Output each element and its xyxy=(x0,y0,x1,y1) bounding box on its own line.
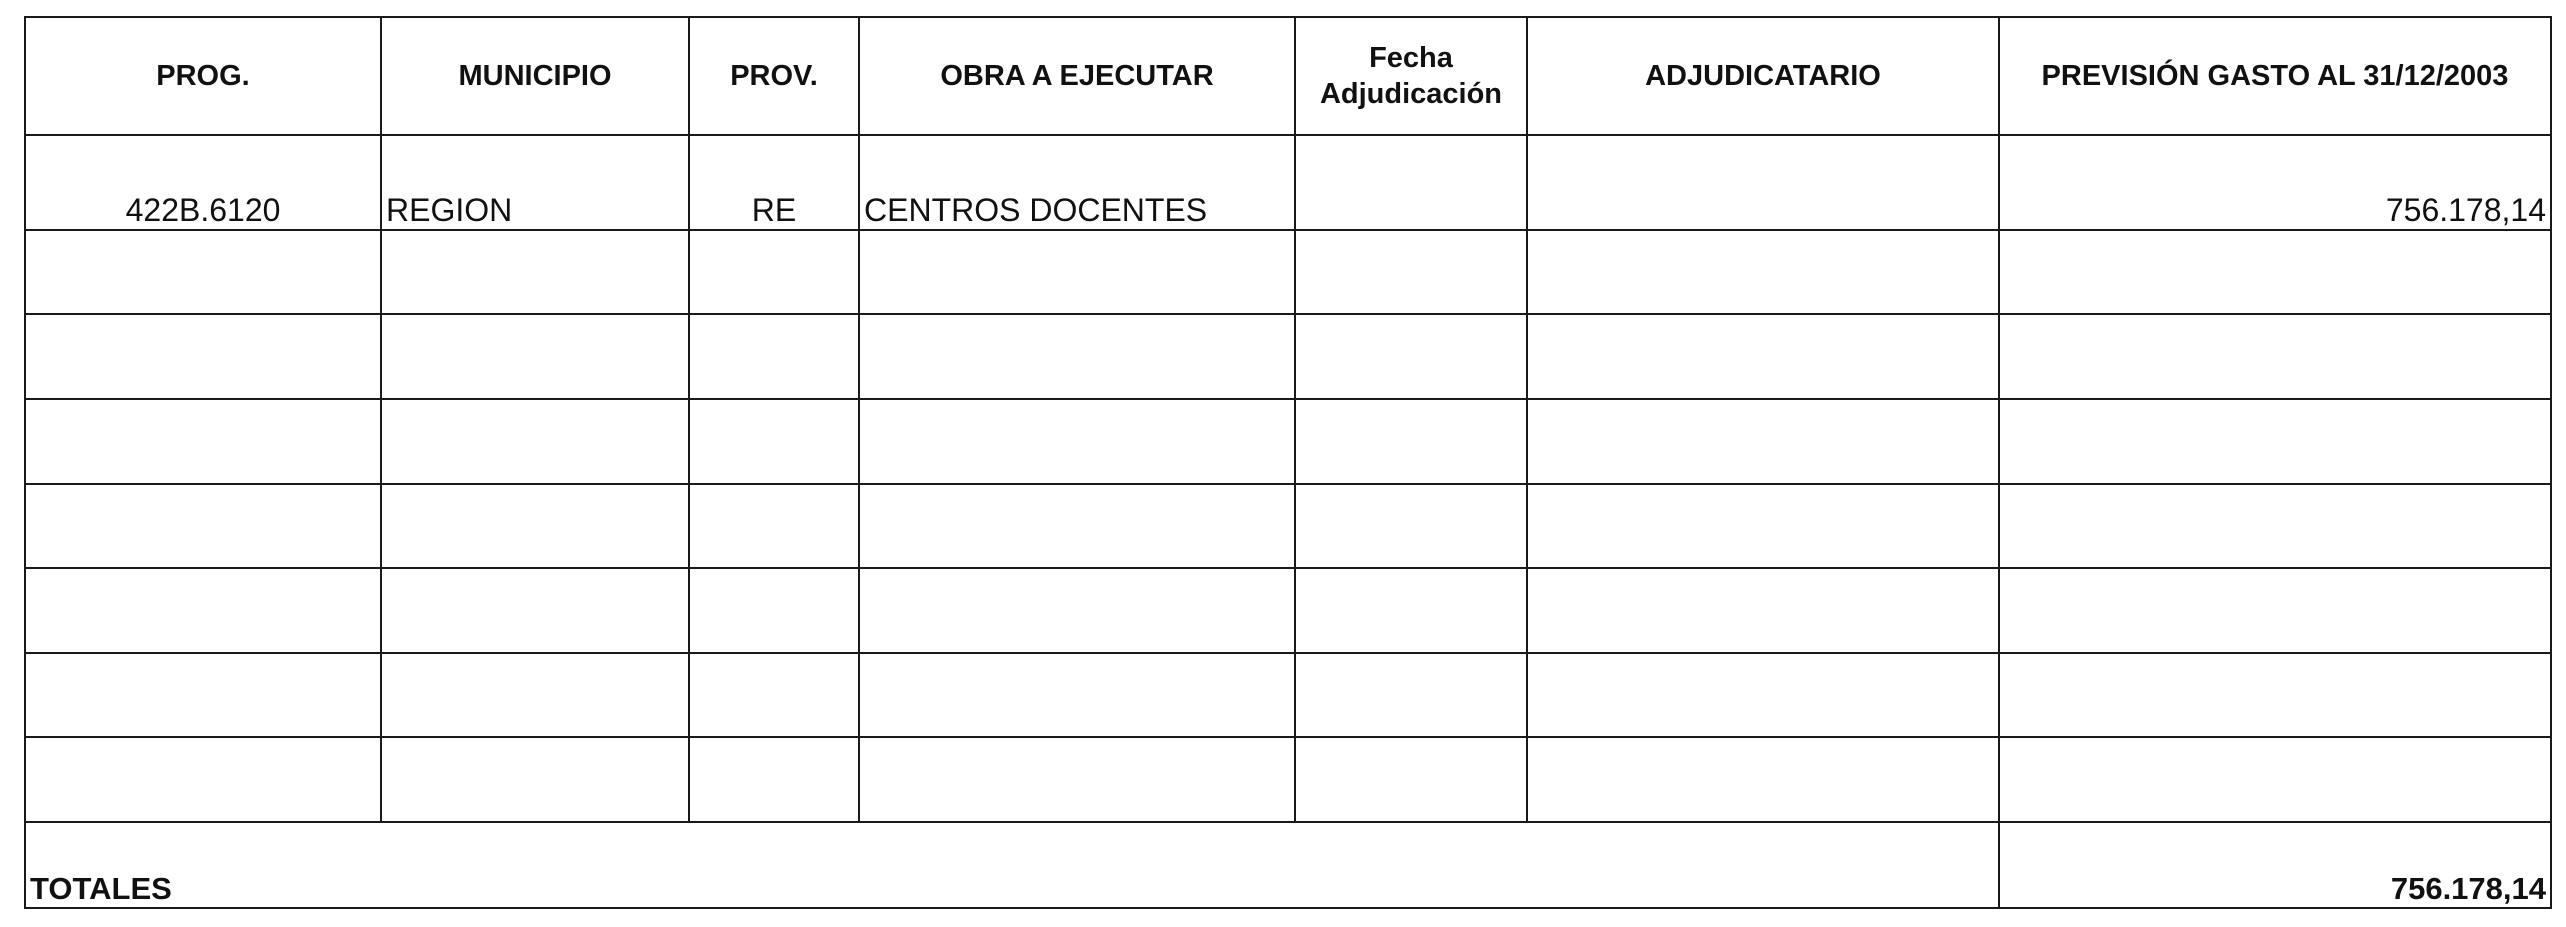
empty-cell xyxy=(381,399,689,484)
empty-cell xyxy=(381,314,689,399)
budget-sheet xyxy=(24,16,2550,909)
empty-cell xyxy=(689,230,859,315)
empty-row xyxy=(25,568,2551,653)
empty-cell xyxy=(859,568,1295,653)
empty-cell xyxy=(1527,484,1999,569)
empty-cell xyxy=(689,314,859,399)
empty-cell xyxy=(1295,568,1527,653)
empty-cell xyxy=(1527,230,1999,315)
empty-cell xyxy=(1295,737,1527,822)
empty-row xyxy=(25,653,2551,738)
works-table xyxy=(24,16,2552,909)
header-fecha-line1: Fecha xyxy=(1369,42,1453,74)
header-municipio: MUNICIPIO xyxy=(381,17,689,135)
empty-row xyxy=(25,484,2551,569)
empty-cell xyxy=(25,399,381,484)
empty-cell xyxy=(1999,653,2551,738)
empty-cell xyxy=(1295,653,1527,738)
empty-cell xyxy=(25,484,381,569)
header-prog: PROG. xyxy=(25,17,381,135)
header-fecha-line2: Adjudicación xyxy=(1319,78,1503,110)
totals-value: 756.178,14 xyxy=(1999,822,2551,908)
header-prevision: PREVISIÓN GASTO AL 31/12/2003 xyxy=(1999,17,2551,135)
empty-cell xyxy=(25,568,381,653)
header-adjudicatario: ADJUDICATARIO xyxy=(1527,17,1999,135)
table-header xyxy=(25,17,2551,135)
empty-cell xyxy=(689,568,859,653)
empty-row xyxy=(25,399,2551,484)
table-row xyxy=(25,135,2551,230)
empty-cell xyxy=(25,230,381,315)
cell-obra: CENTROS DOCENTES xyxy=(859,135,1295,230)
empty-cell xyxy=(381,230,689,315)
header-obra: OBRA A EJECUTAR xyxy=(859,17,1295,135)
empty-cell xyxy=(1295,314,1527,399)
empty-cell xyxy=(859,314,1295,399)
empty-cell xyxy=(381,568,689,653)
cell-prevision: 756.178,14 xyxy=(1999,135,2551,230)
empty-cell xyxy=(1999,568,2551,653)
empty-cell xyxy=(1527,314,1999,399)
table-footer xyxy=(25,822,2551,908)
empty-cell xyxy=(859,230,1295,315)
empty-cell xyxy=(1295,399,1527,484)
cell-adjudicatario xyxy=(1527,135,1999,230)
empty-cell xyxy=(25,737,381,822)
empty-row xyxy=(25,314,2551,399)
header-prov: PROV. xyxy=(689,17,859,135)
empty-row xyxy=(25,737,2551,822)
table-body xyxy=(25,135,2551,822)
empty-cell xyxy=(1999,484,2551,569)
empty-cell xyxy=(689,653,859,738)
empty-cell xyxy=(1527,399,1999,484)
empty-cell xyxy=(859,399,1295,484)
empty-cell xyxy=(689,737,859,822)
header-row xyxy=(25,17,2551,135)
totals-row xyxy=(25,822,2551,908)
empty-cell xyxy=(381,737,689,822)
empty-cell xyxy=(1999,230,2551,315)
cell-municipio: REGION xyxy=(381,135,689,230)
empty-cell xyxy=(1295,230,1527,315)
empty-cell xyxy=(1527,653,1999,738)
empty-cell xyxy=(25,653,381,738)
empty-cell xyxy=(381,484,689,569)
empty-row xyxy=(25,230,2551,315)
totals-label: TOTALES xyxy=(25,822,1999,908)
empty-cell xyxy=(381,653,689,738)
cell-prov: RE xyxy=(689,135,859,230)
cell-fecha xyxy=(1295,135,1527,230)
empty-cell xyxy=(689,399,859,484)
cell-prog: 422B.6120 xyxy=(25,135,381,230)
empty-cell xyxy=(1527,568,1999,653)
empty-cell xyxy=(859,653,1295,738)
empty-cell xyxy=(1295,484,1527,569)
empty-cell xyxy=(1999,399,2551,484)
empty-cell xyxy=(689,484,859,569)
empty-cell xyxy=(1999,314,2551,399)
empty-cell xyxy=(25,314,381,399)
empty-cell xyxy=(859,737,1295,822)
empty-cell xyxy=(1999,737,2551,822)
header-fecha xyxy=(1295,17,1527,135)
empty-cell xyxy=(1527,737,1999,822)
empty-cell xyxy=(859,484,1295,569)
